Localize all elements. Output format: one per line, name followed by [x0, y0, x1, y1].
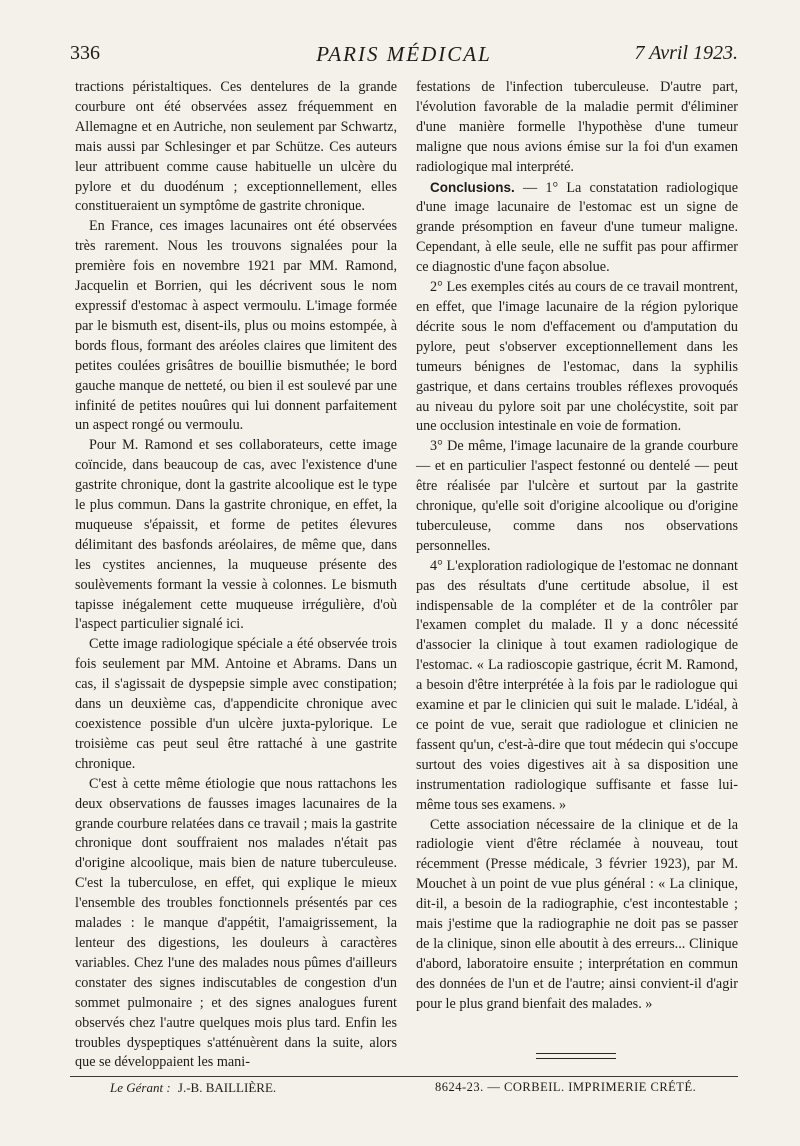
running-header [70, 42, 738, 76]
journal-title: PARIS MÉDICAL [316, 42, 492, 66]
conclusions-text: — 1° La constatation radiologique d'une image lacunaire de l'estomac est un signe de grande présomption en faveur d'une tumeur maligne. Cependant, à elle seule, elle ne suffit pas pour affirmer ce diagnostic d'une façon absolue. [416, 179, 738, 276]
paragraph: tractions péristaltiques. Ces dentelures de la grande courbure ont été observées assez fréquemment en Allemagne et en Autriche, non seulement par Schwartz, mais aussi par Schlesinger et par Schütze. Ces auteurs leur attribuent comme cause habituelle un ulcère du pylore et du duodénum ; exceptionnellement, elles constitueraient un symptôme de gastrite chronique. [75, 79, 397, 215]
paragraph: Pour M. Ramond et ses collaborateurs, cette image coïncide, dans beaucoup de cas, avec l'existence d'une gastrite chronique, dont la gastrite alcoolique est le type le plus commun. Dans la gastrite chronique, en effet, la muqueuse s'épaissit, et forme de petites élevures délimitant des basfonds aréolaires, de même que, dans les cystites anciennes, la muqueuse présente des soulèvements formant la vessie à colonnes. Le bismuth tapisse inégalement cette muqueuse irrégulière, d'où l'aspect particulier signalé ici. [75, 437, 397, 633]
paragraph: 4° L'exploration radiologique de l'estomac ne donnant pas des résultats d'une certitude absolue, il est indispensable de la compléter et de la contrôler par l'examen complet du malade. Il y a donc nécessité d'associer la clinique à tout examen radiologique de l'estomac. « La radioscopie gastrique, écrit M. Ramond, a besoin d'être interprétée à la fois par le radiologue qui examine et par le clinicien qui suit le malade. L'idéal, à ce point de vue, serait que radiologue et clinicien ne fassent qu'un, c'est-à-dire que tout médecin qui s'occupe surtout des voies digestives ait à sa disposition une instrumentation radiologique suffisante et fasse lui-même tous ses examens. » [416, 557, 738, 813]
right-column [416, 78, 738, 1015]
issue-date: 7 Avril 1923. [634, 42, 738, 64]
footer-divider [70, 1076, 738, 1077]
paragraph: festations de l'infection tuberculeuse. D'autre part, l'évolution favorable de la maladie permit d'éliminer d'une manière formelle l'hypothèse d'une tumeur maligne que nous avions émise sur la foi d'un examen radiologique mal interprété. [416, 79, 738, 175]
end-rule-thin [536, 1058, 616, 1059]
paragraph: En France, ces images lacunaires ont été observées très rarement. Nous les trouvons signalées pour la première fois en novembre 1921 par MM. Ramond, Jacquelin et Borrien, qui les décrivent sous le nom expressif d'estomac à aspect vermoulu. L'image formée par le bismuth est, disent-ils, plus ou moins estompée, à bords flous, formant des aréoles claires que limitent des petites coulées grisâtres de bouillie bismuthée; le bord gauche manque de netteté, ou bien il est soulevé par une infinité de petites nouûres qui lui donnent parfaitement un aspect rongé ou vermoulu. [75, 218, 397, 434]
paragraph: Cette association nécessaire de la clinique et de la radiologie vient d'être réclamée à nouveau, tout récemment (Presse médicale, 3 février 1923), par M. Mouchet à un point de vue plus général : « La clinique, dit-il, a besoin de la radiographie, c'est incontestable ; mais j'estime que la radiographie ne doit pas se passer de la clinique, sinon elle aboutit à des erreurs... Clinique d'abord, laboratoire ensuite ; interprétation en commun des données de l'un et de l'autre; ainsi convient-il d'agir pour le plus grand bienfait des malades. » [416, 816, 738, 1012]
gerant-name: J.-B. BAILLIÈRE. [177, 1080, 277, 1095]
printer-line: 8624-23. — CORBEIL. IMPRIMERIE CRÉTÉ. [435, 1080, 697, 1094]
gerant-label: Le Gérant : [110, 1080, 171, 1095]
paragraph: 2° Les exemples cités au cours de ce travail montrent, en effet, que l'image lacunaire de la région pylorique décrite sous le nom d'effacement ou d'amputation du pylore, peut s'observer exceptionnellement dans les tumeurs bénignes de l'estomac, dans la syphilis gastrique, et dans certains troubles réflexes provoqués au niveau du pylore soit par une cholécystite, soit par une occlusion intestinale en voie de formation. [416, 279, 738, 435]
conclusions-heading: Conclusions. [430, 179, 515, 195]
end-rule [536, 1053, 616, 1054]
paragraph: Cette image radiologique spéciale a été observée trois fois seulement par MM. Antoine et Abrams. Dans un cas, il s'agissait de dyspepsie simple avec constipation; dans un deuxième cas, d'appendicite chronique avec coexistence possible d'un ulcère juxta-pylorique. Le troisième cas peut seul être rattaché à une gastrite chronique. [75, 636, 397, 772]
publisher-line [110, 1080, 276, 1096]
page-number: 336 [70, 42, 100, 64]
left-column [75, 78, 397, 1073]
paragraph: C'est à cette même étiologie que nous rattachons les deux observations de fausses images lacunaires de la grande courbure relatées dans ce travail ; mais la gastrite chronique dont souffraient nos malades n'était pas d'origine alcoolique, mais bien de nature tuberculeuse. C'est la tuberculose, en effet, qui explique le mieux l'ensemble des troubles fonctionnels présentés par ces malades : le manque d'appétit, l'amaigrissement, la lenteur des digestions, les douleurs à caractères variables. Chez l'une des malades nous pûmes d'ailleurs constater des signes indiscutables de congestion d'un sommet pulmonaire ; et des signes analogues furent observés chez l'autre quelques mois plus tard. Enfin les troubles dyspeptiques s'atténuèrent dans la suite, alors que se développaient les mani- [75, 775, 397, 1071]
paragraph: 3° De même, l'image lacunaire de la grande courbure — et en particulier l'aspect festonné ou dentelé — peut être réalisée par l'ulcère et surtout par la gastrite chronique, qu'elle soit d'origine alcoolique ou d'origine tuberculeuse, comme dans nos observations personnelles. [416, 438, 738, 554]
conclusions-paragraph [416, 178, 738, 279]
